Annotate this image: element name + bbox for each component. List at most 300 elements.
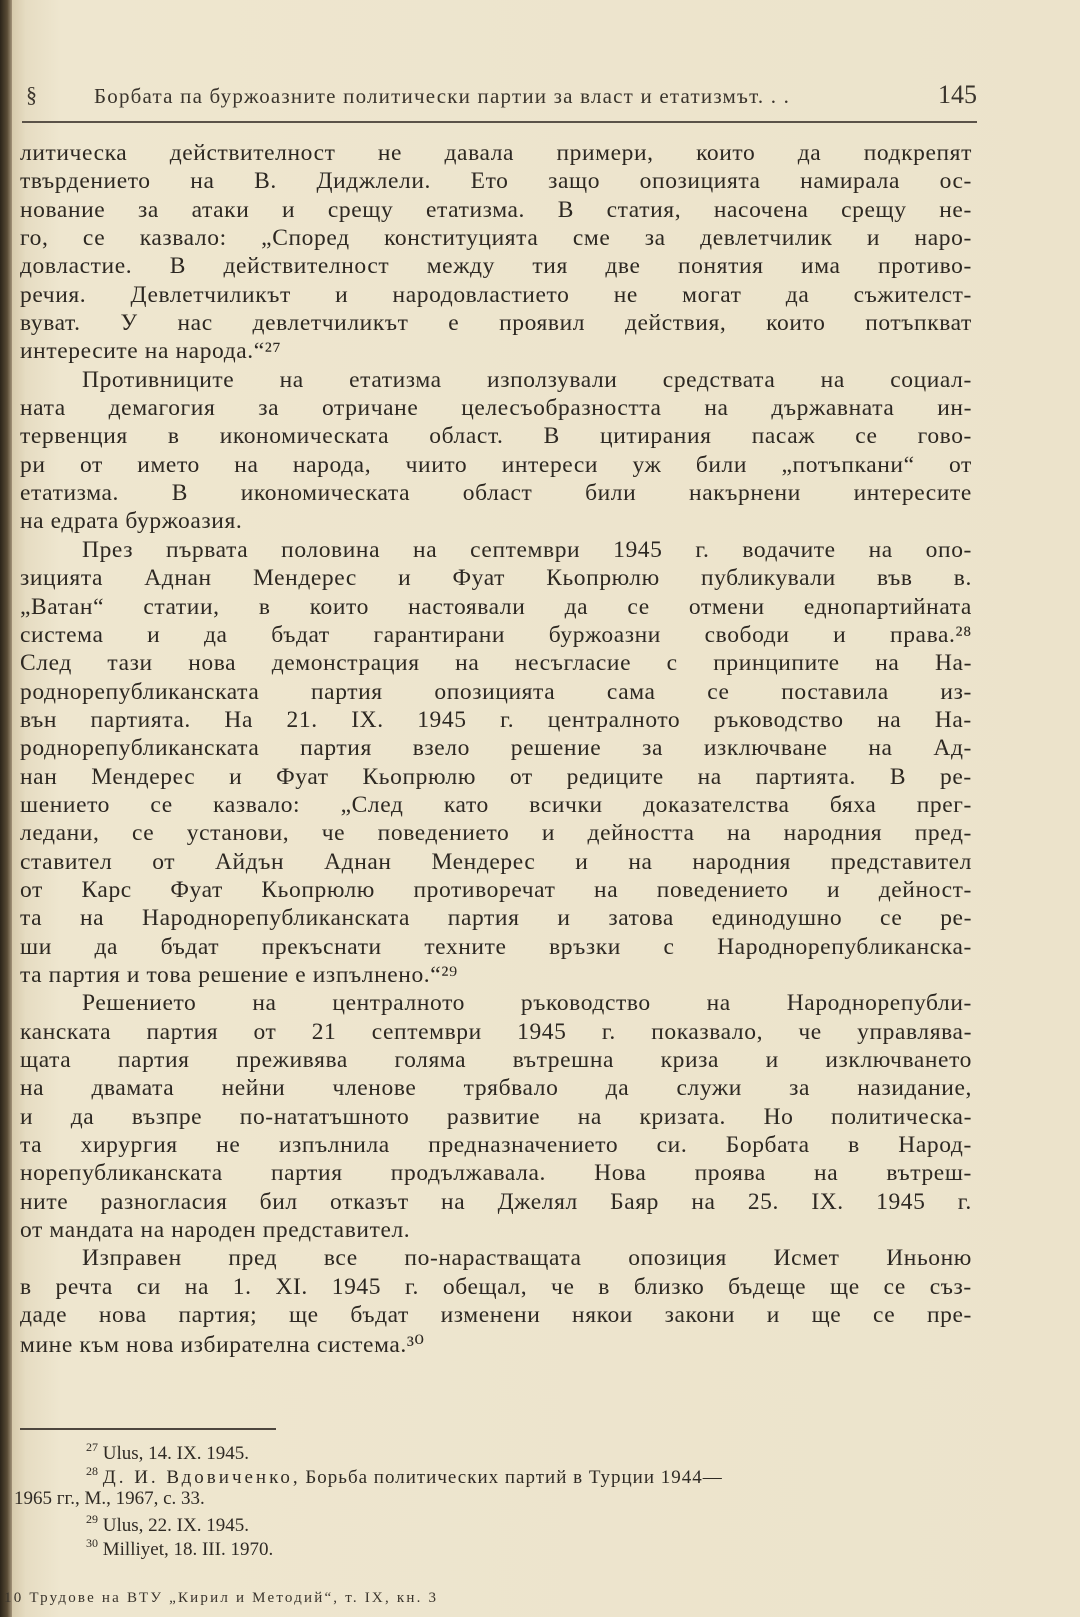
word: система xyxy=(20,621,104,648)
word: на xyxy=(234,451,259,478)
text-line xyxy=(20,140,972,168)
word: тази xyxy=(107,650,153,677)
word: тервенция xyxy=(20,423,128,450)
word: двамата xyxy=(91,1075,175,1102)
word: защо xyxy=(548,168,601,195)
book-spine-shadow xyxy=(0,0,12,1617)
word: във xyxy=(877,565,913,592)
word: единодушно xyxy=(711,905,843,932)
word: етатизма. xyxy=(20,480,120,507)
text-line xyxy=(20,168,972,196)
text-line xyxy=(20,990,972,1018)
word: В. xyxy=(254,168,277,195)
word: че xyxy=(798,1018,822,1045)
word: нование xyxy=(20,196,106,223)
word: изпълнила xyxy=(278,1132,390,1159)
word: Борбата xyxy=(725,1132,810,1159)
word: и xyxy=(575,848,589,875)
word: се xyxy=(131,820,155,847)
text-line xyxy=(20,1245,972,1273)
text-line xyxy=(20,1047,972,1075)
word: Аднан xyxy=(324,848,392,875)
word: партия xyxy=(447,905,520,932)
word: голяма xyxy=(394,1047,467,1073)
word: централното xyxy=(332,990,466,1017)
word: били xyxy=(695,451,748,478)
word: бъдат xyxy=(271,621,330,648)
word: да xyxy=(203,621,228,648)
word: шението xyxy=(20,791,111,818)
word: През xyxy=(82,536,134,563)
word: бъдат xyxy=(160,933,220,960)
word: предназначението xyxy=(428,1132,619,1159)
word: си xyxy=(136,1273,161,1300)
word: ре- xyxy=(940,905,972,932)
word: пре- xyxy=(926,1302,972,1329)
word: из- xyxy=(940,678,972,705)
footnotes xyxy=(14,1440,964,1560)
word: В xyxy=(169,253,186,280)
word: чиито xyxy=(405,451,468,478)
text-line xyxy=(20,225,972,253)
text-line xyxy=(20,1217,972,1245)
word: и xyxy=(229,763,243,790)
word: за xyxy=(137,196,159,223)
word: могат xyxy=(682,281,742,308)
text-line xyxy=(20,1104,972,1132)
footnote-28 xyxy=(14,1464,964,1488)
running-title: Борбата па буржоазните политически партии за власт и етатизмът. . . xyxy=(94,84,791,108)
word: политическа- xyxy=(831,1103,972,1130)
word: две xyxy=(605,253,641,280)
word: съз- xyxy=(929,1273,972,1300)
word: и xyxy=(765,1047,779,1073)
word: да xyxy=(605,1075,630,1102)
word: за xyxy=(644,225,666,252)
word: След xyxy=(20,650,72,677)
word: IX. xyxy=(811,1188,844,1215)
word: Изправен xyxy=(82,1245,182,1272)
word: в xyxy=(20,1273,32,1300)
word: норепубликанската xyxy=(20,1160,223,1187)
word: на xyxy=(697,763,722,790)
word: литическа xyxy=(20,140,128,166)
text-line xyxy=(20,1075,972,1103)
word: роднорепубликанската xyxy=(20,678,260,705)
word: на xyxy=(184,1273,209,1300)
footnote-text: Milliyet, 18. III. 1970. xyxy=(102,1539,274,1560)
word: г. xyxy=(957,1188,972,1215)
line-text: интересите на народа.“²⁷ xyxy=(20,338,282,365)
word: ните xyxy=(20,1188,69,1215)
word: дейност- xyxy=(878,876,972,903)
word: 1. xyxy=(232,1273,252,1300)
word: ната xyxy=(20,395,66,422)
text-line xyxy=(20,792,972,820)
word: отричане xyxy=(321,395,419,422)
word: Ето xyxy=(470,168,509,195)
word: водачите xyxy=(742,536,836,563)
footnote-number: 29 xyxy=(86,1512,98,1526)
word: се xyxy=(707,678,730,705)
word: 21 xyxy=(311,1018,337,1045)
word: все xyxy=(323,1245,358,1272)
line-text: на едрата буржоазия. xyxy=(20,508,243,535)
word: изключването xyxy=(825,1047,972,1073)
word: Кьопрюлю xyxy=(261,876,375,903)
word: се xyxy=(872,1302,896,1329)
word: В xyxy=(543,423,560,450)
word: възпре xyxy=(131,1103,203,1130)
line-text: та партия и това решение е изпълнено.“²⁹ xyxy=(20,961,458,988)
word: намирала xyxy=(800,168,900,195)
text-line xyxy=(20,1330,972,1358)
word: между xyxy=(426,253,495,280)
word: в xyxy=(848,1132,860,1159)
word: даде xyxy=(20,1302,68,1329)
word: ще xyxy=(288,1302,319,1329)
word: на xyxy=(190,168,215,195)
word: връзки xyxy=(549,933,621,960)
word: опозицията xyxy=(639,168,761,195)
word: 1945 xyxy=(613,536,663,563)
word: Мендерес xyxy=(252,565,357,592)
word: твърдението xyxy=(20,168,151,195)
word: ледани, xyxy=(20,820,100,847)
word: от xyxy=(949,451,972,478)
word: управлява- xyxy=(857,1018,972,1045)
word: и xyxy=(866,225,881,252)
footnote-30 xyxy=(14,1536,964,1560)
text-line xyxy=(20,565,972,593)
word: трябвало xyxy=(463,1075,559,1102)
text-line xyxy=(20,537,972,565)
word: на xyxy=(441,1188,466,1215)
word: и xyxy=(766,1302,780,1329)
word: примери, xyxy=(556,140,654,166)
word: цитирания xyxy=(600,423,712,450)
word: буржоазни xyxy=(548,621,661,648)
word: на xyxy=(577,1103,602,1130)
word: партията. xyxy=(755,763,857,790)
word: икономическата xyxy=(219,423,390,450)
word: се xyxy=(627,593,650,620)
word: „Според xyxy=(261,225,350,252)
word: на xyxy=(691,1188,716,1215)
word: и xyxy=(335,281,349,308)
footnote-author: Д. И. Вдовиченко, xyxy=(102,1467,301,1488)
word: девлетчиликът xyxy=(252,310,409,337)
word: вън xyxy=(20,706,58,733)
word: с xyxy=(666,650,678,677)
word: и xyxy=(833,621,847,648)
word: давала xyxy=(444,140,515,166)
word: централното xyxy=(547,706,681,733)
word: държавната xyxy=(771,395,895,422)
word: е xyxy=(448,310,460,337)
word: в xyxy=(598,1273,610,1300)
word: та xyxy=(20,1132,43,1159)
text-line xyxy=(20,764,972,792)
word: и xyxy=(541,820,556,847)
word: вътреш- xyxy=(886,1160,972,1187)
word: нас xyxy=(177,310,213,337)
word: казвало: xyxy=(213,791,301,818)
word: партията. xyxy=(90,706,191,733)
footnote-number: 28 xyxy=(86,1464,98,1478)
word: етатизма xyxy=(349,366,442,393)
word: Фуат xyxy=(276,763,329,790)
word: принципите xyxy=(713,650,840,677)
word: Народнорепубликанска- xyxy=(717,933,972,960)
line-text: мине към нова избирателна система.³⁰ xyxy=(20,1332,425,1359)
word: Исмет xyxy=(773,1245,840,1272)
word: преживява xyxy=(236,1047,348,1073)
text-line xyxy=(20,197,972,225)
word: да xyxy=(94,933,119,960)
word: гово- xyxy=(917,423,972,450)
text-line xyxy=(20,452,972,480)
word: В xyxy=(889,763,907,790)
footnote-number: 30 xyxy=(86,1536,98,1550)
word: Кьопрюлю xyxy=(362,763,477,790)
word: Карс xyxy=(81,876,132,903)
word: показвало, xyxy=(651,1018,764,1045)
word: роднорепубликанската xyxy=(20,735,260,762)
word: демагогия xyxy=(108,395,216,422)
word: близко xyxy=(633,1273,705,1300)
word: които xyxy=(309,593,369,620)
word: народния xyxy=(692,848,791,875)
word: на xyxy=(594,876,619,903)
word: поведението xyxy=(377,820,510,847)
text-line xyxy=(20,310,972,338)
word: редиците xyxy=(566,763,664,790)
word: права.²⁸ xyxy=(890,621,972,648)
word: че xyxy=(321,820,346,847)
word: „Ватан“ xyxy=(20,593,105,620)
word: служи xyxy=(676,1075,742,1102)
word: проявил xyxy=(499,310,586,337)
text-line xyxy=(20,650,972,678)
word: ставител xyxy=(20,848,113,875)
text-line xyxy=(20,820,972,848)
word: кризата. xyxy=(639,1103,726,1130)
word: На xyxy=(224,706,254,733)
text-line xyxy=(20,1274,972,1302)
word: атаки xyxy=(191,196,250,223)
text-line xyxy=(20,480,972,508)
word: на xyxy=(868,536,893,563)
word: на xyxy=(628,848,653,875)
word: на xyxy=(820,366,845,393)
word: противо- xyxy=(878,253,972,280)
word: действителност xyxy=(223,253,390,280)
word: народа, xyxy=(292,451,372,478)
word: за xyxy=(258,395,280,422)
footnote-text: 1965 гг., М., 1967, с. 33. xyxy=(14,1488,205,1509)
word: партия xyxy=(300,735,372,762)
word: наро- xyxy=(914,225,972,252)
text-line xyxy=(20,423,972,451)
page-number: 145 xyxy=(938,80,977,109)
word: щата xyxy=(20,1047,72,1073)
text-line xyxy=(20,1019,972,1047)
word: на xyxy=(80,905,105,932)
footnote-27 xyxy=(14,1440,964,1464)
word: първата xyxy=(166,536,249,563)
word: нейни xyxy=(221,1075,286,1102)
word: гарантирани xyxy=(373,621,506,648)
word: и xyxy=(20,1103,34,1130)
word: На- xyxy=(934,650,972,677)
word: подкрепят xyxy=(863,140,972,166)
word: партия; xyxy=(178,1302,258,1329)
word: 1945 xyxy=(876,1188,926,1215)
word: не xyxy=(377,140,403,166)
word: зицията xyxy=(20,565,104,592)
word: в xyxy=(167,423,180,450)
word: като xyxy=(443,791,489,818)
word: действителност xyxy=(169,140,336,166)
text-line xyxy=(20,707,972,735)
text-line xyxy=(20,962,972,990)
word: да xyxy=(785,281,810,308)
word: половина xyxy=(281,536,381,563)
word: нова xyxy=(188,650,237,677)
word: опозицията xyxy=(434,678,556,705)
word: Решението xyxy=(82,990,197,1017)
word: криза xyxy=(660,1047,720,1073)
word: да xyxy=(70,1103,95,1130)
word: партия xyxy=(270,1160,343,1187)
word: от xyxy=(253,1018,277,1045)
word: Мендерес xyxy=(91,763,196,790)
word: Фуат xyxy=(452,565,506,592)
word: Баяр xyxy=(610,1188,660,1215)
page-footer: 10 Трудове на ВТУ „Кирил и Методий“, т. IX, кн. 3 xyxy=(4,1590,439,1606)
word: 25. xyxy=(747,1188,780,1215)
word: на xyxy=(704,395,729,422)
text-line xyxy=(20,395,972,423)
footnote-text: Борьба политических партий в Турции 1944— xyxy=(305,1467,723,1488)
word: г. xyxy=(695,536,710,563)
header-mark: § xyxy=(26,82,37,107)
word: Мендерес xyxy=(431,848,536,875)
text-line xyxy=(20,622,972,650)
word: ши xyxy=(20,933,52,960)
word: затова xyxy=(608,905,674,932)
word: доказателства xyxy=(643,791,790,818)
word: г. xyxy=(500,706,515,733)
word: на xyxy=(875,650,900,677)
word: сме xyxy=(572,225,611,252)
word: Фуат xyxy=(170,876,223,903)
word: го, xyxy=(20,225,49,252)
word: г. xyxy=(601,1018,616,1045)
word: девлетчилик xyxy=(700,225,833,252)
word: 1945 xyxy=(517,1018,567,1045)
word: обещал, xyxy=(442,1273,528,1300)
word: Диджлели. xyxy=(316,168,431,195)
word: да xyxy=(564,593,589,620)
footnote-text: Ulus, 22. IX. 1945. xyxy=(102,1515,249,1536)
word: свободи xyxy=(704,621,790,648)
word: за xyxy=(642,735,664,762)
word: членове xyxy=(332,1075,417,1102)
word: Девлетчиликът xyxy=(130,281,291,308)
word: статия, xyxy=(606,196,682,223)
word: в xyxy=(258,593,271,620)
word: по-нататъшното xyxy=(239,1103,410,1130)
word: се xyxy=(880,905,903,932)
word: публикували xyxy=(700,565,836,592)
word: На- xyxy=(934,706,972,733)
word: Народ- xyxy=(898,1132,972,1159)
word: на xyxy=(455,650,480,677)
word: не- xyxy=(939,196,972,223)
text-line xyxy=(20,877,972,905)
word: които xyxy=(696,140,756,166)
word: ри xyxy=(20,451,46,478)
word: пасаж xyxy=(751,423,816,450)
word: които xyxy=(766,310,826,337)
word: Джелял xyxy=(497,1188,578,1215)
word: дейността xyxy=(587,820,695,847)
word: се xyxy=(855,423,878,450)
word: поставила xyxy=(781,678,889,705)
word: етатизма. xyxy=(426,196,526,223)
word: на xyxy=(868,735,893,762)
word: опо- xyxy=(925,536,972,563)
word: на xyxy=(20,1075,45,1102)
word: средствата xyxy=(662,366,776,393)
word: били xyxy=(585,480,637,507)
word: г. xyxy=(404,1273,420,1300)
word: на xyxy=(726,820,752,847)
text-line xyxy=(20,338,972,366)
word: срещу xyxy=(327,196,394,223)
word: отказът xyxy=(330,1188,409,1215)
word: всички xyxy=(529,791,603,818)
footnote-rule xyxy=(20,1428,276,1430)
word: Народнорепубликанската xyxy=(142,905,410,932)
word: речия. xyxy=(20,281,87,308)
word: та xyxy=(20,905,43,932)
text-line xyxy=(20,1302,972,1330)
word: от xyxy=(152,848,176,875)
word: и xyxy=(147,621,161,648)
word: отмени xyxy=(688,593,765,620)
header-rule xyxy=(22,121,977,123)
text-line xyxy=(20,679,972,707)
word: интересите xyxy=(853,480,972,507)
word: „потъпкани“ xyxy=(781,451,915,478)
word: за xyxy=(789,1075,811,1102)
word: изключване xyxy=(703,735,828,762)
footnote-29 xyxy=(14,1512,964,1536)
word: пред- xyxy=(914,820,972,847)
word: 21. xyxy=(286,706,318,733)
word: разногласия xyxy=(100,1188,228,1215)
word: закони xyxy=(664,1302,736,1329)
word: се xyxy=(883,1273,906,1300)
word: тия xyxy=(532,253,568,280)
word: на xyxy=(279,366,304,393)
word: Но xyxy=(763,1103,794,1130)
word: изменени xyxy=(440,1302,541,1329)
word: съжителст- xyxy=(853,281,972,308)
